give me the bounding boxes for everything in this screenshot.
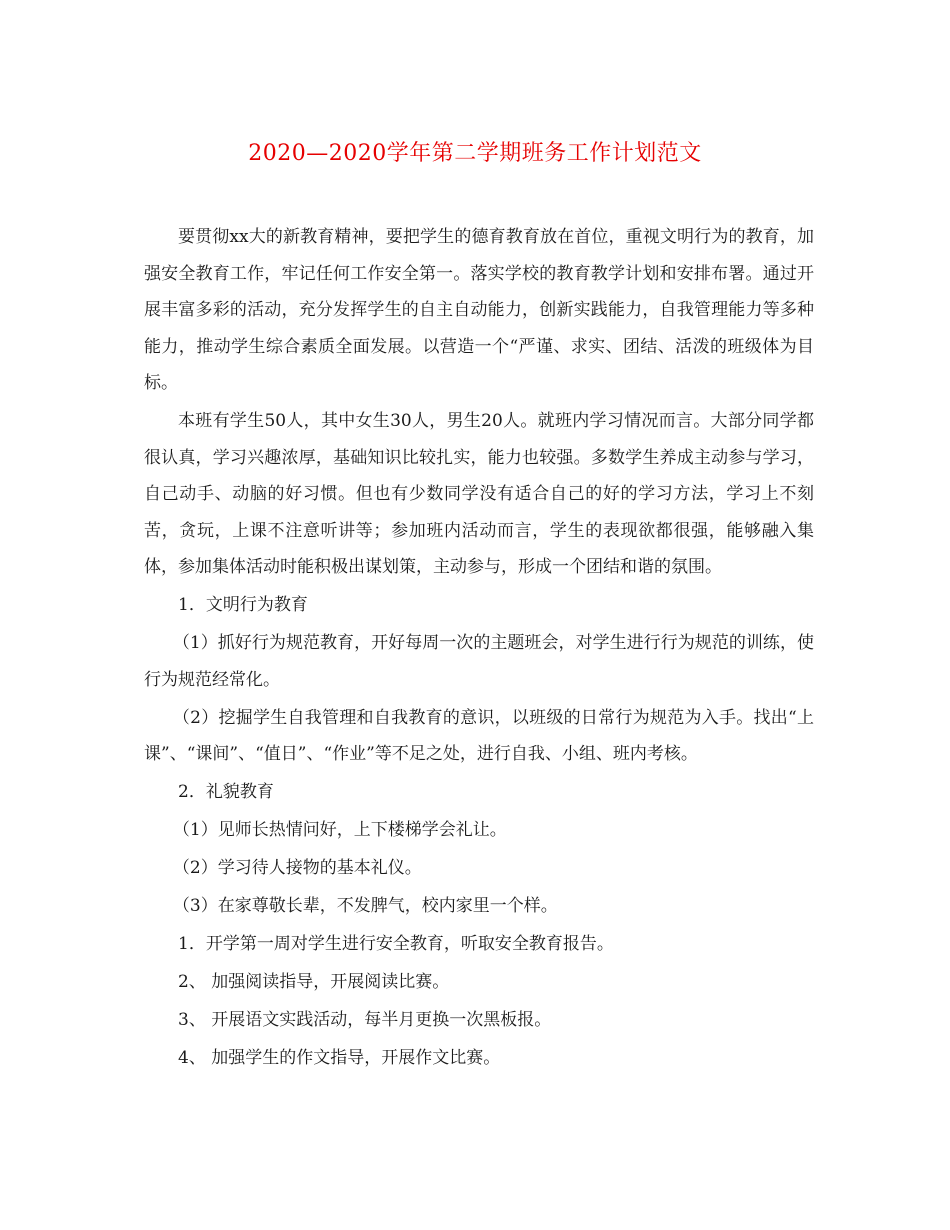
list-item-composition-guidance: 4、 加强学生的作文指导，开展作文比赛。 [178,1048,501,1068]
sub-item-etiquette: （2）学习待人接物的基本礼仪。 [172,858,422,878]
list-item-safety-education: 1．开学第一周对学生进行安全教育，听取安全教育报告。 [178,934,614,954]
document-body [144,219,814,1078]
document-title: 2020—2020学年第二学期班务工作计划范文 [248,141,702,166]
sub-item-greet-teachers: （1）见师长热情问好，上下楼梯学会礼让。 [172,820,507,840]
class-situation-paragraph: 本班有学生50人，其中女生30人，男生20人。就班内学习情况而言。大部分同学都很认真，学习兴趣浓厚，基础知识比较扎实，能力也较强。多数学生养成主动参与学习，自己动手、动脑的好习惯。但也有少数同学没有适合自己的好的学习方法，学习上不刻苦，贪玩，上课不注意听讲等；参加班内活动而言，学生的表现欲都很强，能够融入集体，参加集体活动时能积极出谋划策，主动参与，形成一个团结和谐的氛围。 [144,411,814,577]
section-heading-courtesy: 2．礼貌教育 [178,782,274,802]
intro-paragraph: 要贯彻xx大的新教育精神，要把学生的德育教育放在首位，重视文明行为的教育，加强安全教育工作，牢记任何工作安全第一。落实学校的教育教学计划和安排布署。通过开展丰富多彩的活动，充分发挥学生的自主自动能力，创新实践能力，自我管理能力等多种能力，推动学生综合素质全面发展。以营造一个“严谨、求实、团结、活泼的班级体为目标。 [144,227,814,393]
list-item-language-practice: 3、 开展语文实践活动，每半月更换一次黑板报。 [178,1010,552,1030]
sub-item-behavior-norms: （1）抓好行为规范教育，开好每周一次的主题班会，对学生进行行为规范的训练，使行为规范经常化。 [144,633,814,690]
list-item-reading-guidance: 2、 加强阅读指导，开展阅读比赛。 [178,972,450,992]
sub-item-respect-elders: （3）在家尊敬长辈，不发脾气，校内家里一个样。 [172,896,558,916]
sub-item-self-management: （2）挖掘学生自我管理和自我教育的意识，以班级的日常行为规范为入手。找出“上课”、“课间”、“值日”、“作业”等不足之处，进行自我、小组、班内考核。 [144,707,814,764]
section-heading-civilized-behavior: 1．文明行为教育 [178,595,308,615]
